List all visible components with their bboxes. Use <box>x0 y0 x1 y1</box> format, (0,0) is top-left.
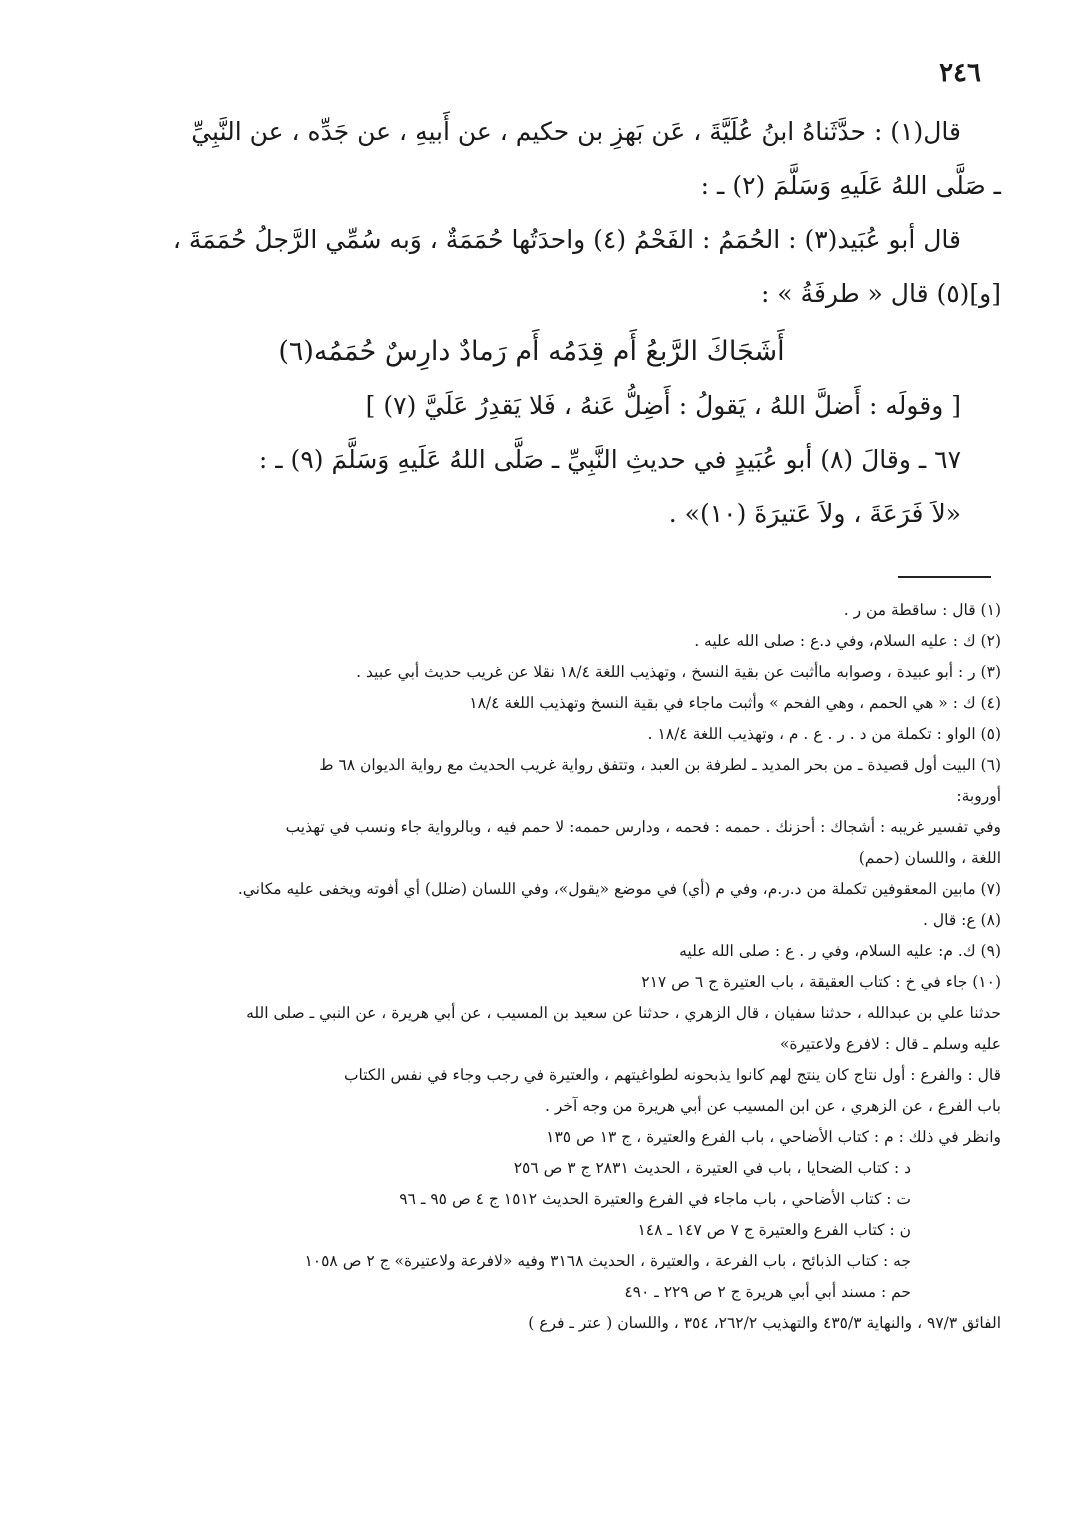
footnote-line: (١٠) جاء في خ : كتاب العقيقة ، باب العتيرة ج ٦ ص ٢١٧ <box>641 973 1001 991</box>
footnotes <box>62 595 1001 1339</box>
text-line: ٦٧ ـ وقالَ (٨) أبو عُبَيدٍ في حديثِ النَّبِيِّ ـ صَلَّى اللهُ عَلَيهِ وَسَلَّمَ (٩) ـ : <box>258 445 961 474</box>
reference-line: جه : كتاب الذبائح ، باب الفرعة ، والعتيرة ، الحديث ٣١٦٨ وفيه «لافرعة ولاعتيرة» ج ٢ ص ١٠٥٨ <box>304 1252 911 1270</box>
footnote-line: (١) قال : ساقطة من ر . <box>843 601 1001 619</box>
reference-line: ن : كتاب الفرع والعتيرة ج ٧ ص ١٤٧ ـ ١٤٨ <box>637 1221 911 1239</box>
text-line: ـ صَلَّى اللهُ عَلَيهِ وَسَلَّمَ (٢) ـ : <box>700 171 1001 200</box>
footnote-line: حدثنا علي بن عبدالله ، حدثنا سفيان ، قال الزهري ، حدثنا عن سعيد بن المسيب ، عن أبي هريرة ، عن النبي ـ صلى الله <box>246 1004 1001 1022</box>
reference-line: الفائق ٩٧/٣ ، والنهاية ٤٣٥/٣ والتهذيب ٢٦٢/٢، ٣٥٤ ، واللسان ( عتر ـ فرع ) <box>528 1314 1001 1332</box>
footnote-line: قال : والفرع : أول نتاج كان ينتج لهم كانوا يذبحونه لطواغيتهم ، والعتيرة في رجب وجاء في نفس الكتاب <box>343 1066 1001 1084</box>
footnote-line: (٨) ع: قال . <box>922 911 1001 929</box>
text-line: [و](٥) قال « طرفَةُ » : <box>760 279 1001 308</box>
footnote-line: (٩) ك. م: عليه السلام، وفي ر . ع : صلى الله عليه <box>679 942 1001 960</box>
footnote-line: (٦) البيت أول قصيدة ـ من بحر المديد ـ لطرفة بن العبد ، وتتفق رواية غريب الحديث مع رواية الديوان ٦٨ ط <box>319 756 1001 774</box>
footnote-line: عليه وسلم ـ قال : لافرع ولاعتيرة» <box>779 1035 1001 1053</box>
footnote-line: (٧) مابين المعقوفين تكملة من د.ر.م، وفي م (أي) في موضع «يقول»، وفي اللسان (ضلل) أي أفوته ويخفى عليه مكاني. <box>237 880 1001 898</box>
text-line: قال أبو عُبَيد(٣) : الحُمَمُ : الفَحْمُ (٤) واحدَتُها حُمَمَةٌ ، وَبه سُمِّي الرَّجلُ حُمَمَةَ ، <box>172 225 961 254</box>
text-line: [ وقولَه : أَضلَّ اللهُ ، يَقولُ : أَضِلُّ عَنهُ ، فَلا يَقدِرُ عَلَيَّ (٧) ] <box>365 391 961 420</box>
footnote-line: (٢) ك : عليه السلام، وفي د.ع : صلى الله عليه . <box>694 632 1001 650</box>
footnote-line: (٣) ر : أبو عبيدة ، وصوابه ماأثبت عن بقية النسخ ، وتهذيب اللغة ١٨/٤ نقلا عن غريب حديث أبي عبيد . <box>356 663 1001 681</box>
reference-line: حم : مسند أبي أبي هريرة ج ٢ ص ٢٢٩ ـ ٤٩٠ <box>624 1283 911 1301</box>
footnote-line: (٤) ك : « هي الحمم ، وهي الفحم » وأثبت ماجاء في بقية النسخ وتهذيب اللغة ١٨/٤ <box>469 694 1001 712</box>
poem-verse: أَشَجَاكَ الرَّبعُ أَم قِدَمُه أَم رَمادٌ دارِسٌ حُمَمُه(٦) <box>278 336 785 367</box>
reference-line: وانظر في ذلك : م : كتاب الأضاحي ، باب الفرع والعتيرة ، ج ١٣ ص ١٣٥ <box>546 1128 1001 1146</box>
footnote-line: اللغة ، واللسان (حمم) <box>858 849 1001 867</box>
text-line: «لاَ فَرَعَةَ ، ولاَ عَتيرَةَ (١٠)» . <box>668 499 961 528</box>
text-line: قال(١) : حدَّثَناهُ ابنُ عُلَيَّةَ ، عَن بَهزِ بن حكيم ، عن أَبيهِ ، عن جَدِّه ، عن النَّبِيِّ <box>191 117 961 146</box>
footnote-line: باب الفرع ، عن الزهري ، عن ابن المسيب عن أبي هريرة من وجه آخر . <box>544 1097 1001 1115</box>
main-text <box>62 105 1001 541</box>
footnote-separator <box>898 576 991 578</box>
footnote-line: أوروبة: <box>956 787 1001 805</box>
footnote-line: وفي تفسير غريبه : أشجاك : أحزنك . حممه : فحمه ، ودارس حممه: لا حمم فيه ، وبالرواية جاء ونسب في تهذيب <box>285 818 1001 836</box>
reference-line: ت : كتاب الأضاحي ، باب ماجاء في الفرع والعتيرة الحديث ١٥١٢ ج ٤ ص ٩٥ ـ ٩٦ <box>399 1190 911 1208</box>
footnote-line: (٥) الواو : تكملة من د . ر . ع . م ، وتهذيب اللغة ١٨/٤ . <box>647 725 1001 743</box>
reference-line: د : كتاب الضحايا ، باب في العتيرة ، الحديث ٢٨٣١ ج ٣ ص ٢٥٦ <box>513 1159 911 1177</box>
page-number: ٢٤٦ <box>939 58 981 88</box>
